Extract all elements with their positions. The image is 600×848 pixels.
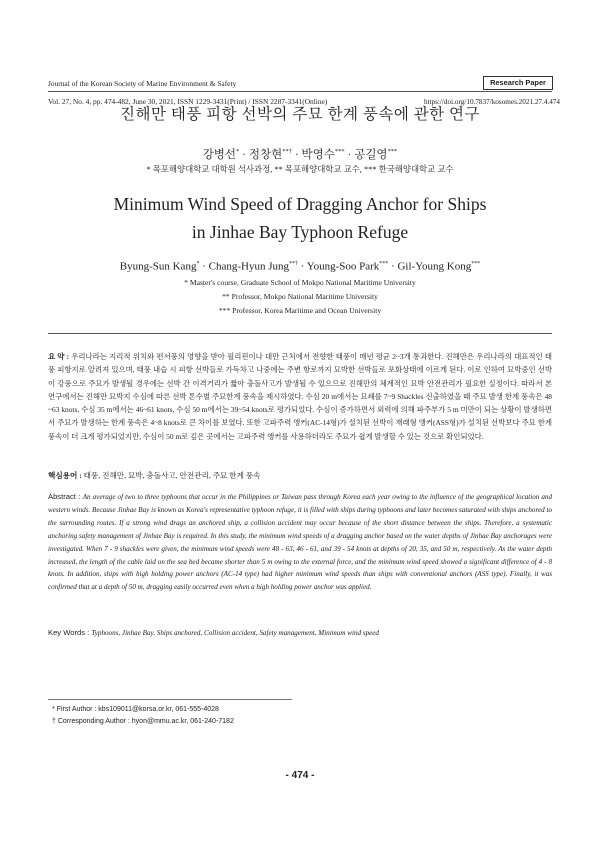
footnote-rule [48, 699, 292, 700]
author-separator: · [344, 148, 355, 161]
author-name: Gil-Young Kong [397, 260, 472, 273]
korean-title: 진해만 태풍 피항 선박의 주묘 한계 풍속에 관한 연구 [120, 106, 480, 123]
english-keywords-text: Typhoons, Jinhae Bay, Ships anchored, Collision accident, Safety management, Minimum wind speed [91, 629, 379, 637]
author-name: 정창현 [248, 148, 283, 161]
korean-keywords-text: 태풍, 진해만, 묘박, 충돌사고, 안전관리, 주묘 한계 풍속 [83, 471, 261, 480]
english-affiliation-3: *** Professor, Korea Maritime and Ocean University [218, 306, 382, 315]
english-abstract-text: An average of two to three typhoons that occur in the Philippines or Taiwan pass through Korea each year owing to the influence of the geographical location and western winds. Because Jinhae Bay is known as Korea's representative typhoon refuge, it is filled with ships during typhoons and later becomes saturated with ships anchored to the surrounding routes. If a strong wind drags an anchored ship, a collision accident may occur because of the short distance between the ships. Therefore, a systematic anchoring safety management of Jinhae Bay is required. In this study, the minimum wind speeds of a dragging anchor based on the water depths of Jinhae Bay anchorages were investigated. When 7 - 9 shackles were given, the minimum wind speeds were 48 - 63, 46 - 61, and 39 - 54 knots at depths of 20, 35, and 50 m, respectively. As the water depth increased, the length of the cable laid on the sea bed became shorter than 5 m owing to the external force, and the minimum wind speed showed a significant difference of 4 - 8 knots. In addition, ships with high holding power anchors (AC-14 type) had higher minimum wind speeds than ships with conventional anchors (ASS type). Finally, it was confirmed that at a depth of 50 m, dragging easily occurred even when a high holding power anchor was applied. [48, 493, 552, 592]
english-keywords-label: Key Words : [48, 628, 92, 637]
author-mark: *** [334, 148, 345, 155]
footnote-corresponding-author [52, 717, 234, 727]
author-mark: * [196, 261, 200, 267]
author-name: 공길영 [354, 148, 388, 161]
author-mark: **† [282, 148, 292, 155]
footnote-text: First Author : kbs109011@korsa.or.kr, 061-555-4028 [56, 706, 219, 713]
korean-abstract-text: 우리나라는 지리적 위치와 편서풍의 영향을 받아 필리핀이나 대만 근처에서 전향한 태풍이 매년 평균 2~3개 통과한다. 진해만은 우리나라의 대표적인 태풍 피항지로 알려져 있으며, 태풍 내습 시 피항 선박들로 가득차고 나중에는 주변 항로까지 묘박한 선박들로 포화상태에 이르게 된다. 이로 인하여 묘박중인 선박이 강풍으로 주묘가 발생될 경우에는 선박 간 이격거리가 짧아 충돌사고가 발생될 수 있으므로 진해만의 체계적인 묘박 안전관리가 필요한 실정이다. 따라서 본 연구에서는 진해만 묘박지 수심에 따른 선박 톤수별 주묘한계 풍속을 제시하였다. 수심 20 m에서는 묘쇄를 7~9 Shackles 신출하였을 때 주묘 발생 한계 풍속은 48~63 knots, 수심 35 m에서는 46~61 knots, 수심 50 m에서는 39~54 knots로 평가되었다. 수심이 증가하면서 외력에 의해 파주부가 5 m 미만이 되는 상황이 발생하면서 주묘가 발생하는 한계 풍속은 4~8 knots로 큰 차이를 보였다. 또한 고파주력 앵커(AC-14형)가 설치된 선박이 재래형 앵커(ASS형)가 설치된 선박보다 주묘 한계 풍속이 더 크게 평가되었지만, 수심이 50 m로 깊은 곳에서는 고파주력 앵커를 사용하더라도 주묘가 쉽게 발생할 수 있는 것으로 확인되었다. [48, 352, 552, 441]
author-mark: *** [379, 261, 389, 267]
abstract-rule [48, 333, 552, 334]
korean-keywords-label: 핵심용어 : [48, 471, 84, 480]
author-name: Byung-Sun Kang [119, 260, 197, 273]
author-mark: **† [288, 261, 298, 267]
author-name: 박영수 [301, 148, 335, 161]
author-mark: * [236, 148, 240, 155]
page-number: - 474 - [285, 770, 315, 781]
footnote-text: Corresponding Author : hyon@mmu.ac.kr, 061-240-7182 [57, 718, 234, 725]
journal-name: Journal of the Korean Society of Marine Environment & Safety [48, 79, 237, 88]
english-authors [0, 257, 600, 274]
english-title-line-2: in Jinhae Bay Typhoon Refuge [191, 222, 409, 242]
english-abstract [48, 491, 552, 594]
english-keywords [48, 628, 379, 638]
author-name: 강병선 [202, 148, 237, 161]
header-rule-top [48, 91, 552, 92]
english-title [0, 190, 600, 246]
author-separator: · [297, 260, 307, 273]
footnote-first-author [52, 705, 219, 715]
english-affiliation-2: ** Professor, Mokpo National Maritime University [222, 292, 378, 301]
korean-abstract-label: 요 약 : [48, 352, 72, 361]
korean-affiliation: * 목포해양대학교 대학원 석사과정, ** 목포해양대학교 교수, *** 한국해양대학교 교수 [146, 165, 454, 174]
author-name: Young-Soo Park [306, 260, 380, 273]
english-abstract-label: Abstract : [48, 492, 83, 501]
author-name: Chang-Hyun Jung [208, 260, 289, 273]
doi-link[interactable]: https://doi.org/10.7837/kosomes.2021.27.4.474 [423, 98, 560, 106]
english-title-line-1: Minimum Wind Speed of Dragging Anchor for Ships [113, 194, 487, 214]
korean-abstract [48, 350, 552, 443]
volume-info: Vol. 27, No. 4, pp. 474-482, June 30, 2021, ISSN 1229-3431(Print) / ISSN 2287-3341(Online) [48, 97, 328, 106]
footnote-mark: † [52, 718, 56, 725]
english-affiliation-1: * Master's course, Graduate School of Mokpo National Maritime University [184, 278, 416, 287]
author-mark: *** [387, 148, 398, 155]
author-separator: · [239, 148, 249, 161]
author-separator: · [199, 260, 209, 273]
footnote-mark: * [52, 706, 55, 713]
korean-authors [0, 144, 600, 163]
author-separator: · [388, 260, 398, 273]
author-separator: · [291, 148, 302, 161]
korean-keywords [48, 470, 261, 481]
research-paper-badge: Research Paper [483, 76, 553, 90]
author-mark: *** [471, 261, 481, 267]
